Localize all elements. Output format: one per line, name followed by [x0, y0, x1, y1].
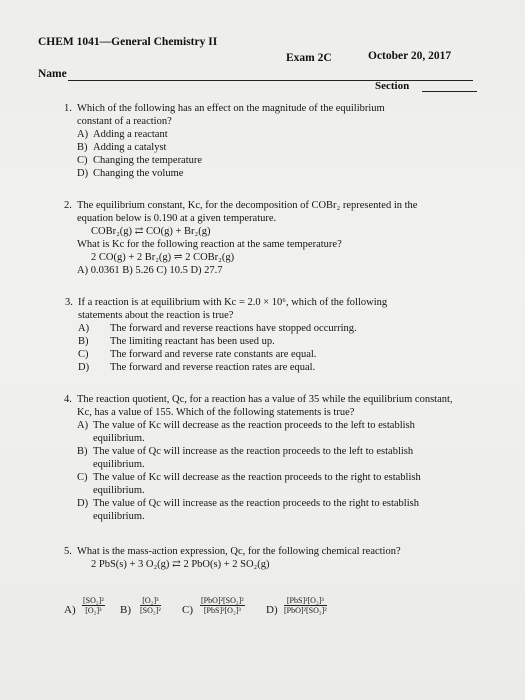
question-3 — [65, 296, 388, 374]
question-stem: What is the mass-action expression, Qc, for the following chemical reaction? — [77, 546, 401, 557]
option-label: D) — [266, 604, 278, 616]
name-label: Name — [38, 68, 67, 80]
answer-option-cont: equilibrium. — [93, 485, 145, 496]
option-label: B) — [120, 604, 131, 616]
answer-option-cont: equilibrium. — [93, 511, 145, 522]
exam-code: Exam 2C — [286, 52, 332, 64]
answer-option: A) The forward and reverse reactions have stopped occurring. — [78, 323, 357, 334]
answer-option: A) The value of Kc will decrease as the reaction proceeds to the left to establish — [77, 420, 415, 431]
question-number: 5. — [64, 546, 72, 557]
answer-option: C) Changing the temperature — [77, 155, 203, 166]
answer-option: A) Adding a reactant — [77, 129, 168, 140]
equation: 2 PbS(s) + 3 O₂(g) ⇄ 2 PbO(s) + 2 SO₂(g) — [91, 559, 270, 570]
question-number: 2. — [64, 200, 72, 211]
answer-choices: A) 0.0361 B) 5.26 C) 10.5 D) 27.7 — [77, 265, 223, 276]
question-stem: statements about the reaction is true? — [78, 310, 234, 321]
section-underline — [422, 91, 477, 92]
course-title: CHEM 1041—General Chemistry II — [38, 36, 218, 48]
question-stem: Which of the following has an effect on the magnitude of the equilibrium — [77, 103, 385, 114]
answer-option: D) Changing the volume — [77, 168, 184, 179]
question-number: 4. — [64, 394, 72, 405]
equation: COBr₂(g) ⇄ CO(g) + Br₂(g) — [91, 226, 211, 237]
fraction-option-a: $\frac{\text{[SO₂]²}}{\text{[O₂]³}}$ — [83, 596, 104, 615]
question-stem: equation below is 0.190 at a given temperature. — [77, 213, 277, 224]
fraction-option-c: [PbO]²[SO₂]² [PbS]²[O₂]³ — [201, 596, 244, 615]
section-label: Section — [375, 80, 410, 92]
question-number: 1. — [64, 103, 72, 114]
answer-option-cont: equilibrium. — [93, 459, 145, 470]
answer-option: C) The forward and reverse rate constants are equal. — [78, 349, 317, 360]
question-stem: constant of a reaction? — [77, 116, 172, 127]
answer-option: B) The limiting reactant has been used up. — [78, 336, 275, 347]
fraction-option-b: $\frac{\text{[O₂]³}}{\text{[SO₂]²}}$ — [140, 596, 161, 615]
option-label: A) — [64, 604, 76, 616]
question-text: What is Kc for the following reaction at the same temperature? — [77, 239, 342, 250]
question-number: 3. — [65, 297, 73, 308]
option-label: C) — [182, 604, 193, 616]
exam-date: October 20, 2017 — [368, 50, 452, 62]
question-2 — [64, 199, 418, 277]
fraction-option-d: [PbS]²[O₂]³ [PbO]²[SO₂]² — [284, 596, 327, 615]
answer-option: C) The value of Kc will decrease as the reaction proceeds to the right to establish — [77, 472, 421, 483]
question-stem: Kc, has a value of 155. Which of the following statements is true? — [77, 407, 355, 418]
answer-option: D) The value of Qc will increase as the reaction proceeds to the right to establish — [77, 498, 419, 509]
answer-option: B) The value of Qc will increase as the reaction proceeds to the left to establish — [77, 446, 414, 457]
question-5 — [64, 545, 401, 571]
question-1 — [64, 102, 385, 180]
question-stem: The equilibrium constant, Kc, for the decomposition of COBr₂ represented in the — [77, 200, 418, 211]
equation: 2 CO(g) + 2 Br₂(g) ⇌ 2 COBr₂(g) — [91, 252, 235, 263]
question-4 — [64, 393, 453, 523]
answer-option: D) The forward and reverse reaction rates are equal. — [78, 362, 316, 373]
answer-option: B) Adding a catalyst — [77, 142, 167, 153]
answer-option-cont: equilibrium. — [93, 433, 145, 444]
question-stem: The reaction quotient, Qc, for a reaction has a value of 35 while the equilibrium constant, — [77, 394, 453, 405]
question-stem: If a reaction is at equilibrium with Kc = 2.0 × 10⁶, which of the following — [78, 297, 388, 308]
name-underline — [68, 80, 473, 81]
